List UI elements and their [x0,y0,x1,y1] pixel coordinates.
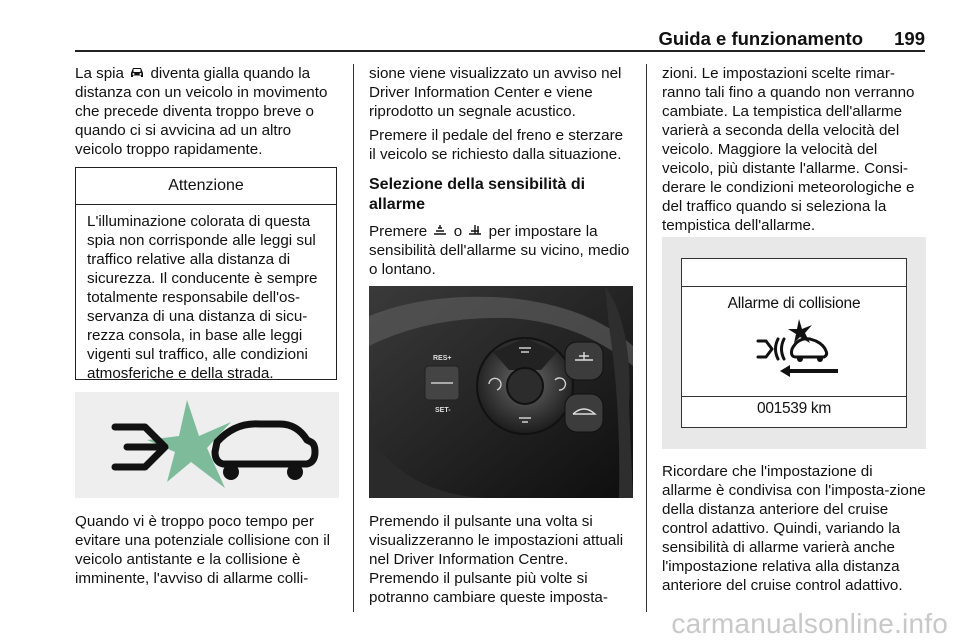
display-rule [682,396,906,397]
intro-text-rest: diventa gialla quando la distanza con un veicolo in movimento che precede diventa troppo breve o quando ci si avvicina ad un altro veicolo troppo rapidamente. [75,65,328,158]
display-rule [682,286,906,287]
press-text-start: Premere [369,223,428,240]
press-text-rest: per impostare la sensibilità dell'allarme su vicino, medio o lontano. [369,223,630,278]
col2-continuation: sione viene visualizzato un avviso nel Driver Information Center e viene riprodotto un segnale acustico. [369,65,622,120]
col1-bottom-text: Quando vi è troppo poco tempo per evitare una potenziale collisione con il veicolo antistante e la collisione è imminente, l'avviso di allarme colli- [75,513,330,587]
res-label: RES+ [433,355,452,362]
sensitivity-left-icon [432,224,448,237]
page-number: 199 [894,28,925,49]
collision-warning-figure [75,392,339,498]
chapter-title: Guida e funzionamento [658,28,863,49]
warning-box [75,167,337,380]
car-front-icon [129,66,145,79]
odometer-reading: 001539 km [757,400,831,417]
col1-intro [75,64,339,159]
header-rule [75,50,925,52]
column-divider [646,64,647,612]
watermark: carmanualsonline.info [671,608,948,639]
forward-collision-icon [75,392,339,498]
page-header [75,28,925,50]
col3-continuation: zioni. Le impostazioni scelte rimar-ranno tali fino a quando non verranno cambiate. La tempistica dell'allarme varierà a seconda della velocità del veicolo. Maggiore la velocità del veicolo, più distante l'allarme. Consi-derare le condizioni meteorologiche e del traffico quando si seleziona la tempistica dell'allarme. [662,65,915,234]
steering-wheel-controls [369,286,633,498]
warning-text: L'illuminazione colorata di questa spia non corrisponde alle leggi sul traffico relative alla distanza di sicurezza. Il conducente è sempre totalmente responsabile dell'os-servanza di una distanza di sicu-rezza consola, in base alle leggi vigenti sul traffico, alle condizioni atmosferiche e della strada. [87,213,318,382]
section-heading: Selezione della sensibilità di allarme [369,176,586,213]
driver-information-display-figure [662,237,926,449]
steering-wheel-photo [369,286,633,498]
display-title: Allarme di collisione [727,295,861,312]
sensitivity-right-icon [467,224,483,237]
press-or: o [453,223,463,240]
col2-press-text [369,222,633,279]
column-divider [353,64,354,612]
col2-brake-text: Premere il pedale del freno e sterzare il veicolo se richiesto dalla situazione. [369,127,624,163]
set-label: SET- [435,407,451,414]
warning-title: Attenzione [76,168,336,205]
forward-collision-icon [744,319,848,379]
display-screen [681,258,907,428]
col2-bottom-text: Premendo il pulsante una volta si visualizzeranno le impostazioni attuali nel Driver Information Centre. Premendo il pulsante più volte si potranno cambiare queste imposta- [369,513,624,606]
col3-bottom-text: Ricordare che l'impostazione di allarme è condivisa con l'imposta-zione della distanza anteriore del cruise control adattivo. Quindi, variando la sensibilità di allarme varierà anche l'impostazione relativa alla distanza anteriore del cruise control adattivo. [662,463,926,594]
intro-text-start: La spia [75,65,124,82]
